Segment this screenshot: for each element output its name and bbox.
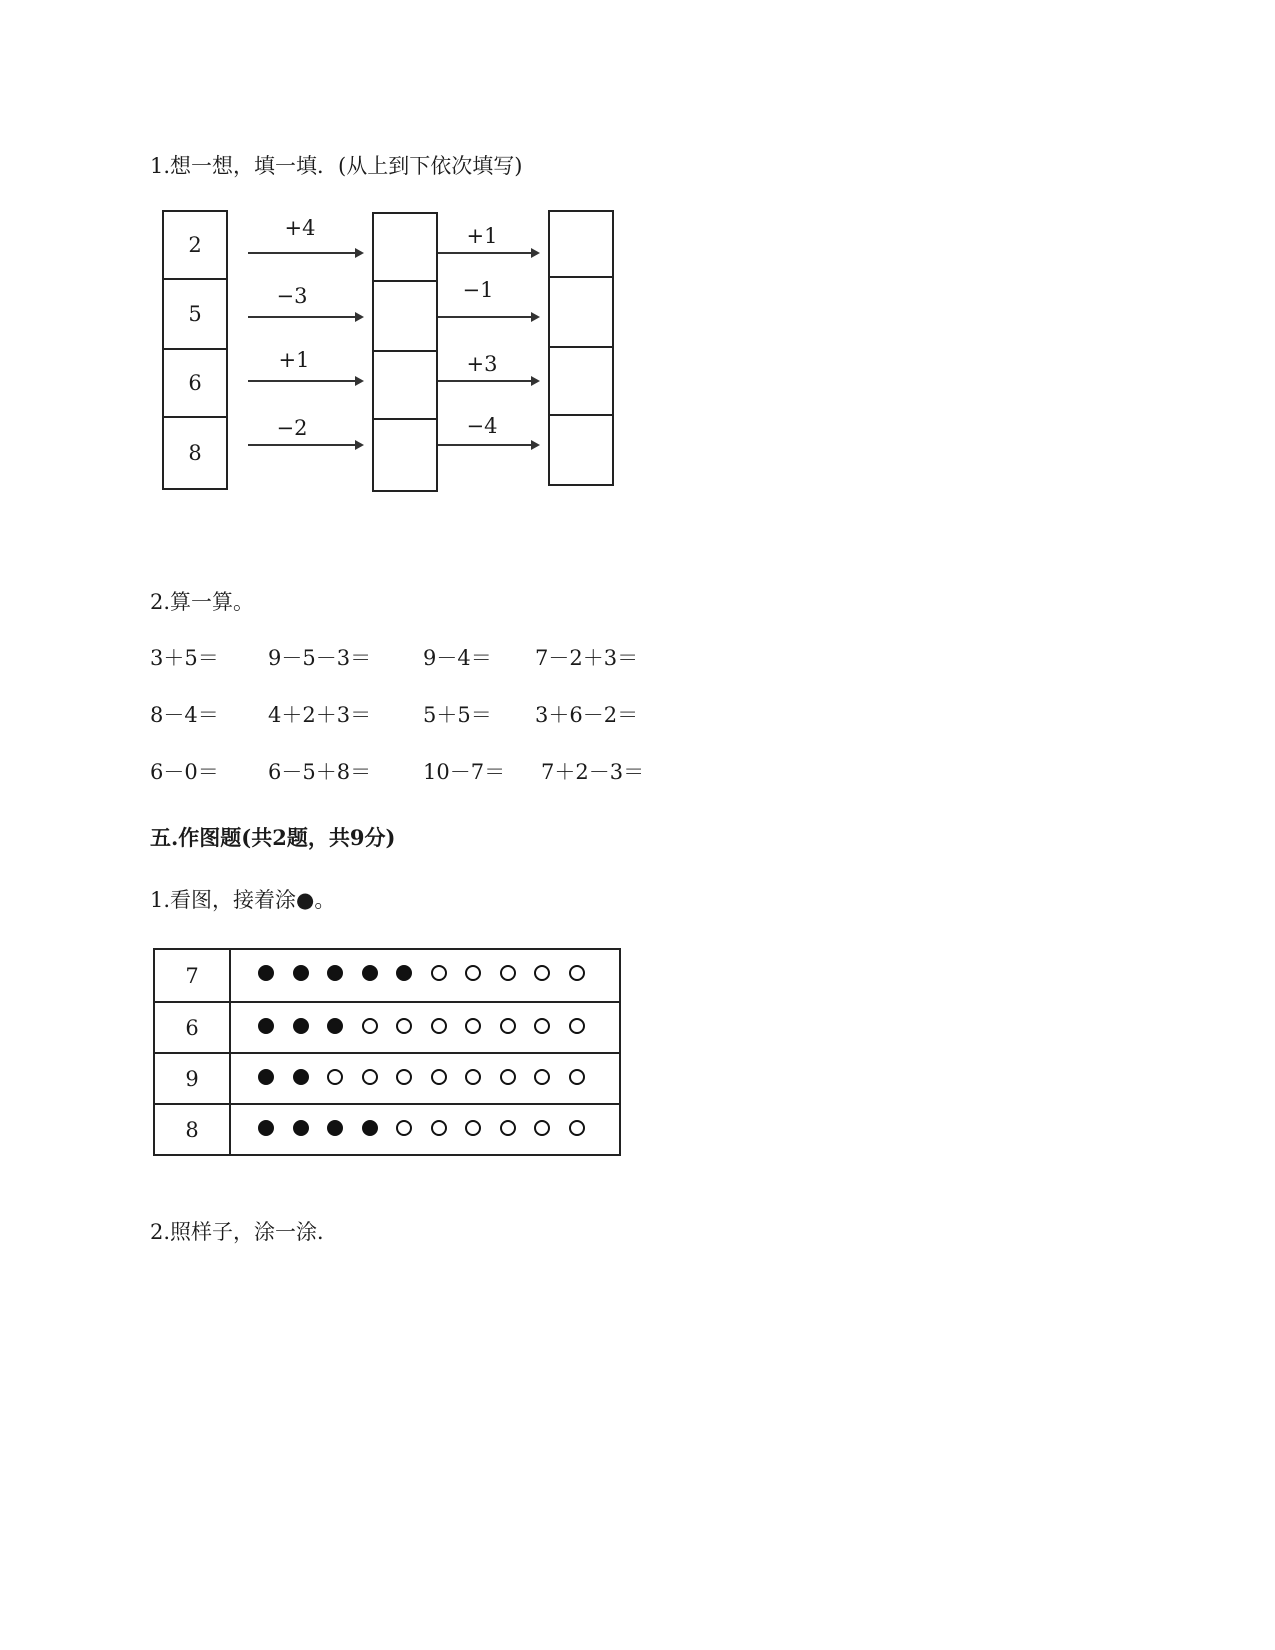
empty-dot[interactable] [465,965,481,981]
operation-label: −4 [466,414,498,438]
dot-table [153,948,621,1156]
empty-dot[interactable] [465,1018,481,1034]
operation-label: +1 [278,348,310,372]
filled-dot [293,1018,309,1034]
dot-table-row [155,1001,619,1052]
empty-dot[interactable] [362,1018,378,1034]
start-box [162,348,228,418]
empty-dot[interactable] [396,1018,412,1034]
calc-item: 3＋6－2＝ [535,703,639,727]
empty-dot[interactable] [534,1069,550,1085]
calc-item: 7－2＋3＝ [535,646,639,670]
filled-dot [258,1069,274,1085]
calc-item: 9－5－3＝ [268,646,372,670]
filled-dot [258,1018,274,1034]
empty-dot[interactable] [534,965,550,981]
filled-dot [258,1120,274,1136]
start-value: 2 [188,233,202,257]
calc-item: 6－5＋8＝ [268,760,372,784]
empty-dot[interactable] [534,1120,550,1136]
calc-item: 10－7＝ [423,760,506,784]
question-4-title: 2.照样子，涂一涂． [150,1220,339,1244]
answer-box[interactable] [372,418,438,492]
empty-dot[interactable] [396,1120,412,1136]
arrow [248,444,362,446]
empty-dot[interactable] [362,1069,378,1085]
filled-dot [293,1120,309,1136]
empty-dot[interactable] [431,1120,447,1136]
answer-box[interactable] [548,346,614,416]
dot-table-row [155,1103,619,1154]
answer-box[interactable] [548,414,614,486]
empty-dot[interactable] [500,1120,516,1136]
empty-dot[interactable] [431,1018,447,1034]
operation-label: −1 [462,278,494,302]
operation-label: −2 [276,416,308,440]
filled-dot [293,1069,309,1085]
row-number: 8 [155,1105,231,1154]
question-2-title: 2.算一算。 [150,590,255,614]
empty-dot[interactable] [500,1018,516,1034]
filled-dot [327,1120,343,1136]
filled-dot [362,1120,378,1136]
empty-dot[interactable] [500,1069,516,1085]
answer-box[interactable] [548,276,614,348]
start-value: 8 [188,441,202,465]
arrow [438,316,538,318]
start-box [162,210,228,280]
operation-label: +1 [466,224,498,248]
dot-table-row [155,950,619,1001]
empty-dot[interactable] [569,965,585,981]
calc-item: 5＋5＝ [423,703,492,727]
arrow [248,380,362,382]
start-value: 6 [188,371,202,395]
calc-item: 7＋2－3＝ [541,760,645,784]
filled-dot [327,965,343,981]
operation-label: +3 [466,352,498,376]
question-1-title: 1.想一想，填一填．(从上到下依次填写) [150,154,523,178]
calc-item: 4＋2＋3＝ [268,703,372,727]
answer-box[interactable] [548,210,614,278]
filled-dot [362,965,378,981]
answer-box[interactable] [372,350,438,420]
answer-box[interactable] [372,280,438,352]
empty-dot[interactable] [569,1018,585,1034]
empty-dot[interactable] [431,965,447,981]
filled-dot [258,965,274,981]
row-number: 7 [155,950,231,1001]
calc-item: 3＋5＝ [150,646,219,670]
filled-dot [327,1018,343,1034]
arrow [248,252,362,254]
fill-in-arrow-diagram [150,210,650,520]
empty-dot[interactable] [569,1069,585,1085]
empty-dot[interactable] [534,1018,550,1034]
empty-dot[interactable] [465,1069,481,1085]
empty-dot[interactable] [569,1120,585,1136]
empty-dot[interactable] [327,1069,343,1085]
calc-item: 6－0＝ [150,760,219,784]
empty-dot[interactable] [465,1120,481,1136]
section-title: 五.作图题(共2题，共9分) [150,825,396,850]
start-box [162,278,228,350]
operation-label: +4 [284,216,316,240]
filled-dot [293,965,309,981]
start-value: 5 [188,302,202,326]
empty-dot[interactable] [500,965,516,981]
calc-item: 8－4＝ [150,703,219,727]
row-number: 9 [155,1054,231,1103]
arrow [248,316,362,318]
arrow [438,380,538,382]
empty-dot[interactable] [431,1069,447,1085]
answer-box[interactable] [372,212,438,282]
question-3-title: 1.看图，接着涂●。 [150,888,336,912]
dot-table-row [155,1052,619,1103]
calc-item: 9－4＝ [423,646,492,670]
operation-label: −3 [276,284,308,308]
start-box [162,416,228,490]
arrow [438,252,538,254]
row-number: 6 [155,1003,231,1052]
filled-dot [396,965,412,981]
arrow [438,444,538,446]
empty-dot[interactable] [396,1069,412,1085]
